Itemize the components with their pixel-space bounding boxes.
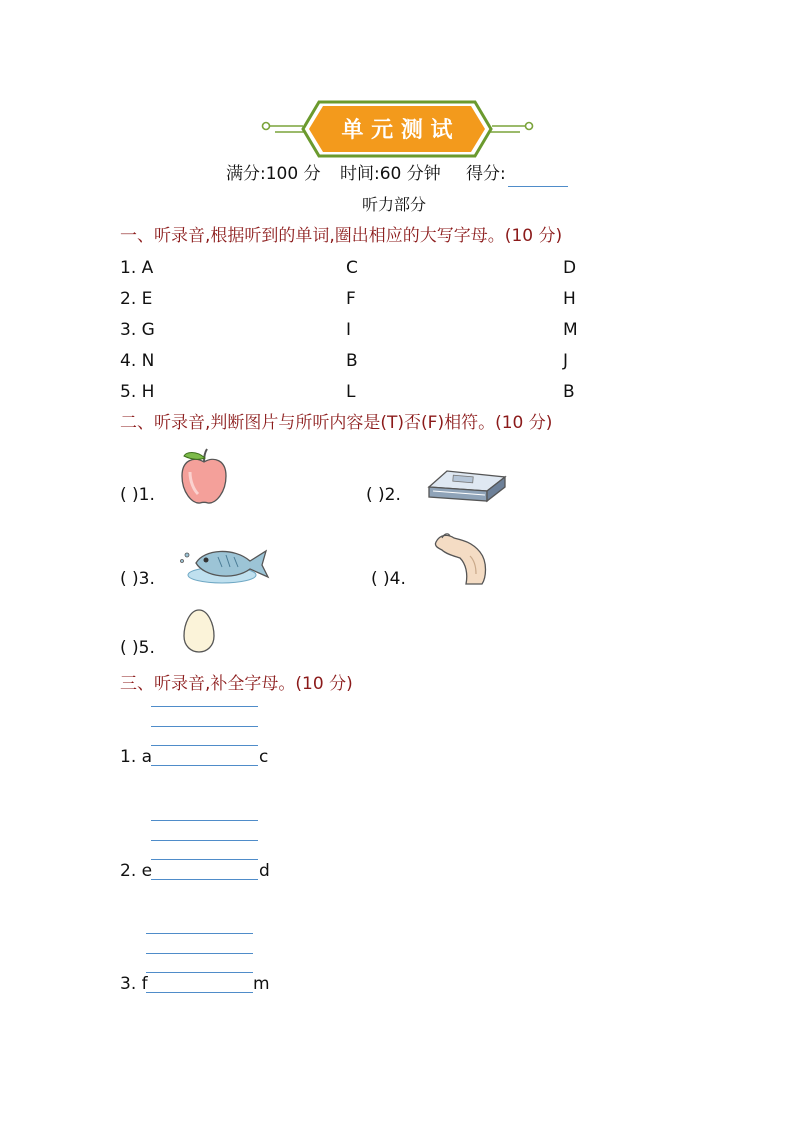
book-picture: [425, 467, 509, 505]
s3-item3-start: 3. f: [120, 974, 148, 994]
egg-picture: [182, 608, 216, 654]
writing-guide-line: [151, 859, 258, 860]
title-banner: [255, 96, 540, 158]
writing-guide-line: [151, 820, 258, 821]
s3-item1-blank[interactable]: [151, 765, 258, 766]
writing-guide-line: [151, 726, 258, 727]
s3-item2-end: d: [259, 861, 270, 881]
score-label: 得分:: [466, 164, 506, 184]
part-title: 听力部分: [362, 195, 427, 214]
writing-guide-line: [151, 745, 258, 746]
s3-item3-end: m: [253, 974, 270, 994]
s3-item1-end: c: [259, 747, 269, 767]
s2-item1-label[interactable]: ( )1.: [120, 485, 155, 505]
s1-row1-num: 1. A: [120, 258, 154, 278]
s1-row1-b[interactable]: C: [346, 258, 358, 278]
section1-title: 一、听录音,根据听到的单词,圈出相应的大写字母。(10 分): [120, 226, 563, 246]
s3-item2-start: 2. e: [120, 861, 153, 881]
s1-row3-num: 3. G: [120, 320, 155, 340]
s3-item1-start: 1. a: [120, 747, 153, 767]
s1-row1-c[interactable]: D: [563, 258, 577, 278]
full-score: 满分:100 分: [226, 164, 321, 184]
writing-guide-line: [146, 953, 253, 954]
s2-item4-label[interactable]: ( )4.: [371, 569, 406, 589]
s1-row5-num: 5. H: [120, 382, 155, 402]
banner-title: 单 元 测 试: [341, 118, 453, 143]
s3-item2-blank[interactable]: [151, 879, 258, 880]
s1-row4-b[interactable]: B: [346, 351, 358, 371]
s1-row2-num: 2. E: [120, 289, 153, 309]
fish-picture: [178, 543, 272, 585]
writing-guide-line: [146, 972, 253, 973]
s1-row4-c[interactable]: J: [563, 351, 569, 371]
writing-guide-line: [151, 706, 258, 707]
s2-item3-label[interactable]: ( )3.: [120, 569, 155, 589]
score-blank[interactable]: [508, 186, 568, 187]
s2-item2-label[interactable]: ( )2.: [366, 485, 401, 505]
s1-row3-b[interactable]: I: [346, 320, 352, 340]
s1-row5-b[interactable]: L: [346, 382, 356, 402]
s1-row3-c[interactable]: M: [563, 320, 578, 340]
writing-guide-line: [146, 933, 253, 934]
section2-title: 二、听录音,判断图片与所听内容是(T)否(F)相符。(10 分): [120, 413, 553, 433]
arm-picture: [432, 530, 490, 588]
apple-picture: [178, 448, 230, 506]
s1-row4-num: 4. N: [120, 351, 155, 371]
time-limit: 时间:60 分钟: [340, 164, 441, 184]
s1-row5-c[interactable]: B: [563, 382, 575, 402]
s3-item3-blank[interactable]: [146, 992, 253, 993]
section3-title: 三、听录音,补全字母。(10 分): [120, 674, 353, 694]
s1-row2-c[interactable]: H: [563, 289, 576, 309]
s2-item5-label[interactable]: ( )5.: [120, 638, 155, 658]
writing-guide-line: [151, 840, 258, 841]
s1-row2-b[interactable]: F: [346, 289, 356, 309]
